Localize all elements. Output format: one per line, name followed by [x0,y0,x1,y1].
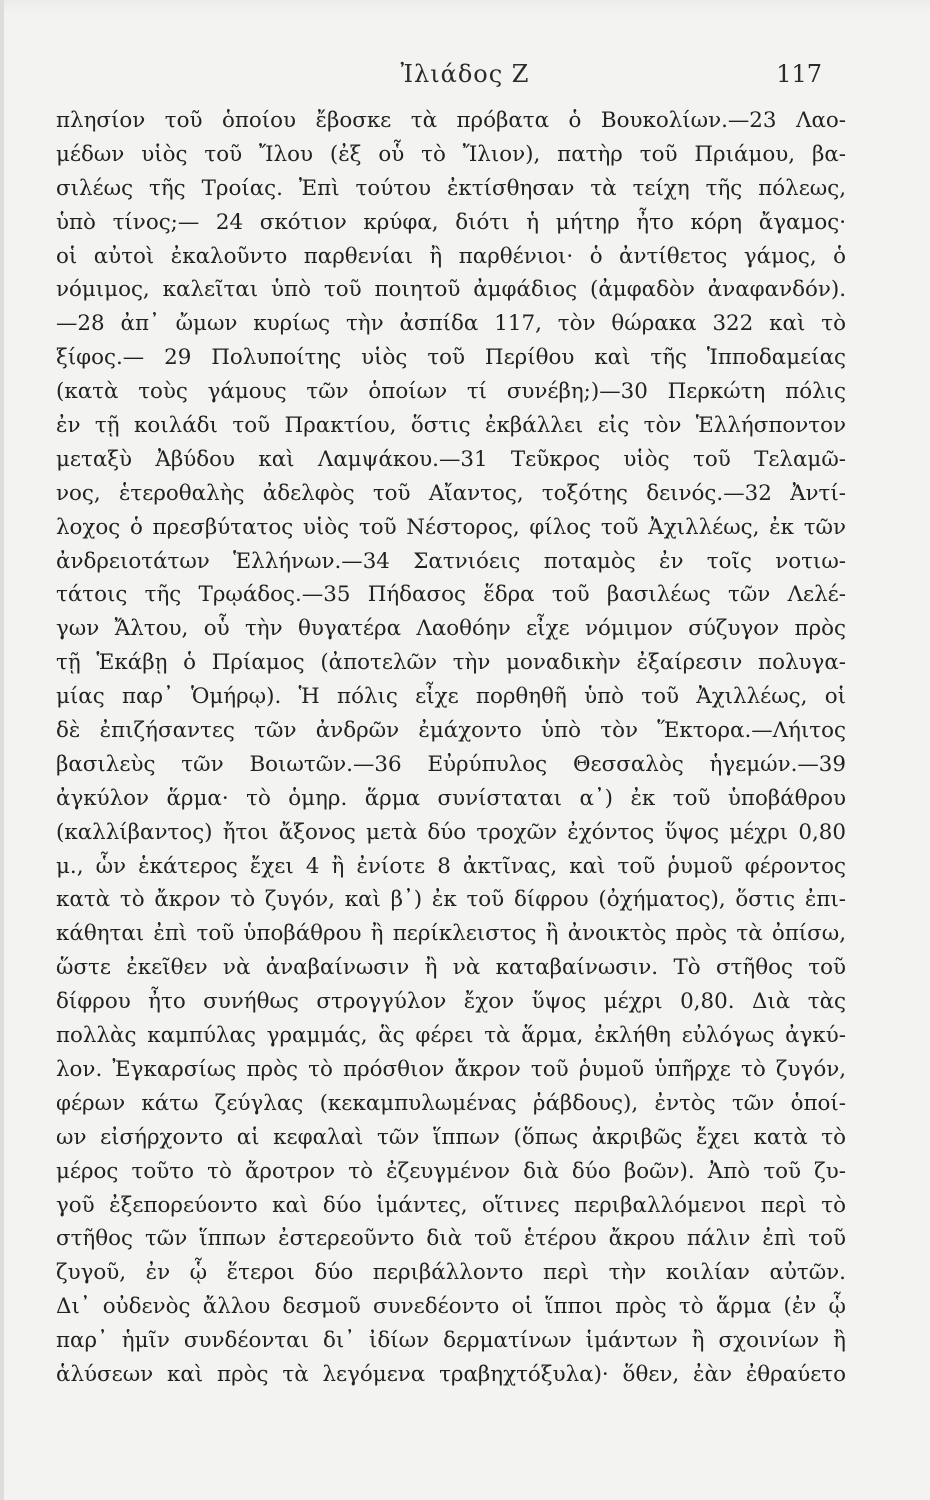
page-header [0,60,930,100]
text-line: μέδων υἱὸς τοῦ Ἴλου (ἐξ οὗ τὸ Ἴλιον), πατὴρ τοῦ Πριάμου, βα- [56,141,846,167]
text-line: πολλὰς καμπύλας γραμμάς, ἃς φέρει τὰ ἅρμα, ἐκλήθη εὐλόγως ἀγκύ- [56,1023,846,1049]
text-line: παρ᾿ ἡμῖν συνδέονται δι᾿ ἰδίων δερματίνων ἱμάντων ἢ σχοινίων ἢ [56,1328,846,1354]
text-line: κατὰ τὸ ἄκρον τὸ ζυγόν, καὶ β᾿) ἐκ τοῦ δίφρου (ὀχήματος), ὅστις ἐπι- [56,887,846,913]
text-line: ὥστε ἐκεῖθεν νὰ ἀναβαίνωσιν ἢ νὰ καταβαίνωσιν. Τὸ στῆθος τοῦ [56,955,846,981]
text-line: μίας παρ᾿ Ὁμήρῳ). Ἡ πόλις εἶχε πορθηθῆ ὑπὸ τοῦ Ἀχιλλέως, οἱ [56,684,846,710]
text-line: ἀγκύλον ἅρμα· τὸ ὁμηρ. ἅρμα συνίσταται α᾿) ἐκ τοῦ ὑποβάθρου [56,785,846,811]
text-line: στῆθος τῶν ἵππων ἐστερεοῦντο διὰ τοῦ ἑτέρου ἄκρου πάλιν ἐπὶ τοῦ [56,1226,846,1252]
text-line: ἁλύσεων καὶ πρὸς τὰ λεγόμενα τραβηχτόξυλα)· ὅθεν, ἐὰν ἐθραύετο [56,1361,846,1387]
text-line: δίφρου ἦτο συνήθως στρογγύλον ἔχον ὕψος μέχρι 0,80. Διὰ τὰς [56,989,846,1015]
text-line: νόμιμος, καλεῖται ὑπὸ τοῦ ποιητοῦ ἀμφάδιος (ἀμφαδὸν ἀναφανδόν). [56,277,846,303]
commentary-text [56,104,846,1392]
text-line: κάθηται ἐπὶ τοῦ ὑποβάθρου ἢ περίκλειστος ἢ ἀνοικτὸς πρὸς τὰ ὀπίσω, [56,921,846,947]
running-title: Ἰλιάδος Ζ [400,60,530,88]
text-line: ξίφος.— 29 Πολυποίτης υἱὸς τοῦ Περίθου καὶ τῆς Ἱπποδαμείας [56,345,846,371]
text-line: (καλλίβαντος) ἤτοι ἄξονος μετὰ δύο τροχῶν ἐχόντος ὕψος μέχρι 0,80 [56,819,846,845]
text-line: μεταξὺ Ἀβύδου καὶ Λαμψάκου.—31 Τεῦκρος υἱὸς τοῦ Τελαμῶ- [56,446,846,472]
text-line: οἱ αὐτοὶ ἐκαλοῦντο παρθενίαι ἢ παρθένιοι· ὁ ἀντίθετος γάμος, ὁ [56,243,846,269]
text-line: μ., ὧν ἑκάτερος ἔχει 4 ἢ ἐνίοτε 8 ἀκτῖνας, καὶ τοῦ ῥυμοῦ φέροντος [56,853,846,879]
page-top-edge [0,0,930,14]
text-line: λοχος ὁ πρεσβύτατος υἱὸς τοῦ Νέστορος, φίλος τοῦ Ἀχιλλέως, ἐκ τῶν [56,514,846,540]
text-line: ζυγοῦ, ἐν ᾧ ἕτεροι δύο περιβάλλοντο περὶ τὴν κοιλίαν αὐτῶν. [56,1260,846,1286]
text-line: ων εἰσήρχοντο αἱ κεφαλαὶ τῶν ἵππων (ὅπως ἀκριβῶς ἔχει κατὰ τὸ [56,1124,846,1150]
text-line: φέρων κάτω ζεύγλας (κεκαμπυλωμένας ῥάβδους), ἐντὸς τῶν ὁποί- [56,1090,846,1116]
text-line: πλησίον τοῦ ὁποίου ἔβοσκε τὰ πρόβατα ὁ Βουκολίων.—23 Λαο- [56,108,846,133]
text-line: ἀνδρειοτάτων Ἑλλήνων.—34 Σατνιόεις ποταμὸς ἐν τοῖς νοτιω- [56,548,846,574]
text-line: λον. Ἐγκαρσίως πρὸς τὸ πρόσθιον ἄκρον τοῦ ῥυμοῦ ὑπῆρχε τὸ ζυγόν, [56,1056,846,1082]
text-line: Δι᾿ οὐδενὸς ἄλλου δεσμοῦ συνεδέοντο οἱ ἵπποι πρὸς τὸ ἅρμα (ἐν ᾧ [56,1294,846,1320]
page-number: 117 [776,60,822,88]
text-line: —28 ἀπ᾿ ὤμων κυρίως τὴν ἀσπίδα 117, τὸν θώρακα 322 καὶ τὸ [56,311,846,337]
text-line: μέρος τοῦτο τὸ ἄροτρον τὸ ἐζευγμένον διὰ δύο βοῶν). Ἀπὸ τοῦ ζυ- [56,1158,846,1184]
text-line: νος, ἑτεροθαλὴς ἀδελφὸς τοῦ Αἴαντος, τοξότης δεινός.—32 Ἀντί- [56,480,846,506]
text-line: δὲ ἐπιζήσαντες τῶν ἀνδρῶν ἐμάχοντο ὑπὸ τὸν Ἕκτορα.—Λήιτος [56,718,846,744]
text-line: τῇ Ἑκάβῃ ὁ Πρίαμος (ἀποτελῶν τὴν μοναδικὴν ἐξαίρεσιν πολυγα- [56,650,846,676]
text-line: γων Ἄλτου, οὗ τὴν θυγατέρα Λαοθόην εἶχε νόμιμον σύζυγον πρὸς [56,616,846,642]
page-left-edge [0,0,4,1500]
text-line: (κατὰ τοὺς γάμους τῶν ὁποίων τί συνέβη;)—30 Περκώτη πόλις [56,379,846,405]
text-line: ἐν τῇ κοιλάδι τοῦ Πρακτίου, ὅστις ἐκβάλλει εἰς τὸν Ἑλλήσποντον [56,413,846,439]
text-line: τάτοις τῆς Τρῳάδος.—35 Πήδασος ἕδρα τοῦ βασιλέως τῶν Λελέ- [56,582,846,608]
text-line: γοῦ ἐξεπορεύοντο καὶ δύο ἱμάντες, οἵτινες περιβαλλόμενοι περὶ τὸ [56,1192,846,1218]
text-line: σιλέως τῆς Τροίας. Ἐπὶ τούτου ἐκτίσθησαν τὰ τείχη τῆς πόλεως, [56,175,846,201]
text-line: ὑπὸ τίνος;— 24 σκότιον κρύφα, διότι ἡ μήτηρ ἦτο κόρη ἄγαμος· [56,209,846,235]
text-line: βασιλεὺς τῶν Βοιωτῶν.—36 Εὐρύπυλος Θεσσαλὸς ἡγεμών.—39 [56,751,846,777]
